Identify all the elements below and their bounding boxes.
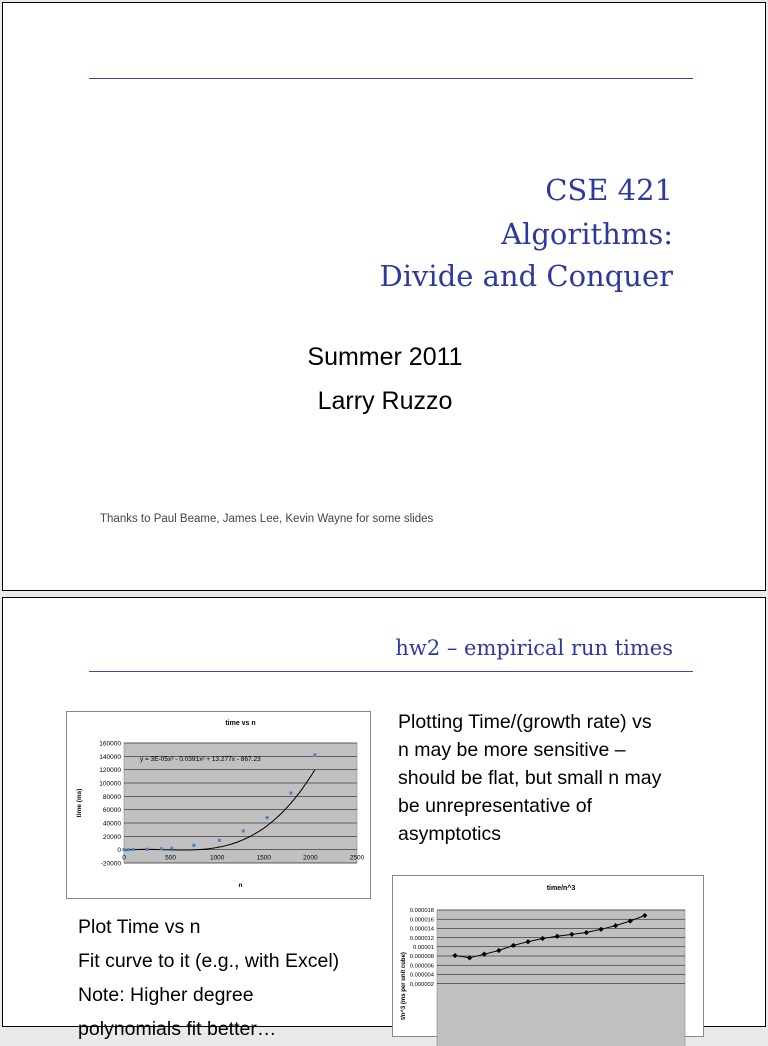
curve-fit-notes bbox=[78, 910, 339, 1046]
header-rule bbox=[89, 78, 693, 79]
y-tick-label: 0.000004 bbox=[409, 972, 434, 979]
time-vs-n-plot bbox=[67, 712, 370, 898]
data-point bbox=[170, 847, 173, 850]
time-vs-n-chart bbox=[66, 711, 371, 899]
text-line: Plot Time vs n bbox=[78, 916, 201, 938]
text-line: asymptotics bbox=[398, 823, 501, 845]
y-tick-label: 60000 bbox=[102, 807, 121, 815]
data-point bbox=[127, 848, 130, 851]
text-line: Fit curve to it (e.g., with Excel) bbox=[78, 950, 340, 972]
x-tick-label: 0 bbox=[122, 854, 126, 862]
data-point bbox=[146, 848, 149, 851]
y-tick-label: 0.000008 bbox=[409, 954, 434, 961]
y-tick-label: 0.000016 bbox=[409, 917, 434, 924]
text-line: be unrepresentative of bbox=[398, 795, 593, 817]
plotting-explanation bbox=[398, 708, 661, 848]
data-point bbox=[290, 792, 293, 795]
y-tick-label: 0.000012 bbox=[409, 935, 434, 942]
y-tick-label: 0.00001 bbox=[413, 945, 434, 951]
trendline-equation: y = 3E-05x³ - 0.0391x² + 13.277x - 867.23 bbox=[140, 756, 261, 763]
y-axis-label: time (ms) bbox=[76, 788, 83, 818]
course-code: CSE 421 bbox=[545, 173, 673, 207]
instructor-name: Larry Ruzzo bbox=[317, 387, 453, 415]
y-tick-label: 120000 bbox=[99, 767, 121, 775]
chart-title: time vs n bbox=[225, 720, 256, 727]
y-tick-label: 140000 bbox=[99, 753, 121, 761]
y-tick-label: 0.000018 bbox=[409, 908, 434, 915]
y-tick-label: 0 bbox=[117, 847, 121, 855]
plot-area bbox=[437, 910, 685, 1046]
y-tick-label: 80000 bbox=[102, 793, 121, 801]
y-axis-label: t/n^3 (ms per unit cube) bbox=[401, 952, 407, 1020]
time-over-n-cubed-plot bbox=[393, 876, 703, 1036]
data-point bbox=[192, 844, 195, 847]
title-slide bbox=[2, 2, 766, 591]
data-point bbox=[132, 848, 135, 851]
course-name: Algorithms: bbox=[501, 217, 673, 251]
data-point bbox=[160, 847, 163, 850]
y-tick-label: 0.000014 bbox=[409, 926, 434, 933]
lecture-topic: Divide and Conquer bbox=[379, 259, 673, 293]
data-point bbox=[218, 839, 221, 842]
data-point bbox=[242, 830, 245, 833]
y-tick-label: 0.000002 bbox=[409, 981, 434, 988]
y-tick-label: -20000 bbox=[100, 860, 121, 868]
x-tick-label: 2500 bbox=[349, 854, 365, 862]
y-tick-label: 0.000006 bbox=[409, 963, 434, 970]
credit-line: Thanks to Paul Beame, James Lee, Kevin Wayne for some slides bbox=[100, 513, 434, 525]
runtime-slide bbox=[2, 597, 766, 1040]
text-line: Note: Higher degree bbox=[78, 984, 254, 1006]
slide-title: hw2 – empirical run times bbox=[395, 636, 673, 660]
data-point bbox=[266, 816, 269, 819]
x-tick-label: 500 bbox=[165, 854, 177, 862]
x-tick-label: 2000 bbox=[303, 854, 318, 862]
y-tick-label: 20000 bbox=[102, 833, 121, 841]
data-point bbox=[313, 754, 316, 757]
text-line: polynomials fit better… bbox=[78, 1018, 277, 1040]
chart-title: time/n^3 bbox=[546, 885, 576, 892]
y-tick-label: 160000 bbox=[99, 740, 121, 748]
y-tick-label: 40000 bbox=[102, 820, 121, 828]
header-rule bbox=[89, 671, 693, 672]
y-tick-label: 100000 bbox=[99, 780, 121, 788]
data-point bbox=[123, 848, 126, 851]
time-over-n-cubed-chart bbox=[392, 875, 704, 1037]
term-label: Summer 2011 bbox=[307, 343, 463, 371]
text-line: n may be more sensitive – bbox=[398, 739, 626, 761]
text-line: should be flat, but small n may bbox=[398, 767, 662, 789]
text-line: Plotting Time/(growth rate) vs bbox=[398, 711, 652, 733]
x-tick-label: 1000 bbox=[209, 854, 225, 862]
x-axis-label: n bbox=[238, 882, 243, 889]
x-tick-label: 1500 bbox=[256, 854, 272, 862]
